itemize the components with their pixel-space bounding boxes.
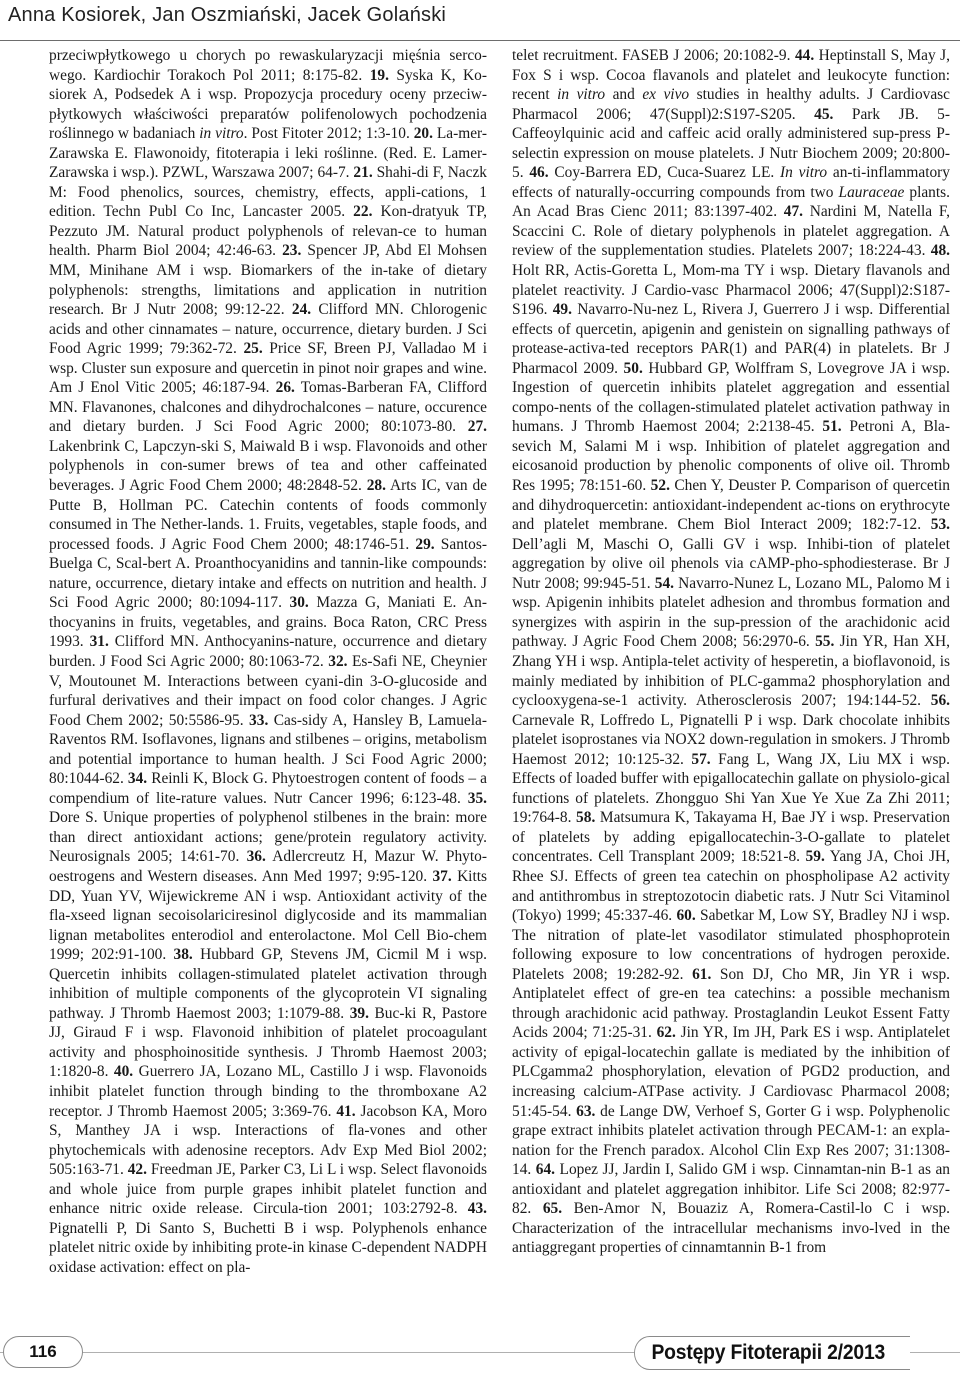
reference-number: 19. (369, 66, 389, 84)
reference-text: Santos-Buelga C, Scal-bert A. Proanthocyanidins and tannin-like compounds: nature, occurrence, dietary intake and effects on nutrition and health. J Sci Food Agric 2000; 80:1094-117. (49, 535, 487, 612)
reference-number: 51. (822, 418, 842, 436)
reference-number: 53. (930, 516, 950, 534)
reference-text: Jin YR, Im JH, Park ES i wsp. Antiplatelet activity of epigal-locatechin gallate is mediated by the inhibition of PLCgamma2 phosphorylation, elevation of PGD2 production, and increasing calcium-ATPase activity. J Cardiovasc Pharmacol 2008; 51:45-54. (512, 1024, 950, 1120)
reference-number: 64. (535, 1161, 556, 1179)
reference-number: 55. (815, 633, 835, 651)
reference-text: Kon-dratyuk TP, Pezzuto JM. Natural product polyphenols of relevan-ce to human health. Pharm Biol 2004; 42:46-63. (49, 203, 487, 260)
reference-number: 31. (89, 633, 109, 651)
reference-number: 58. (576, 809, 596, 827)
reference-number: 44. (794, 47, 815, 64)
reference-number: 24. (291, 301, 312, 319)
reference-text: Son DJ, Cho MR, Jin YR i wsp. Antiplatelet effect of gre-en tea catechins: a possible mechanism through arachidonic acid pathway. Prostaglandin Leukot Essent Fatty Acids 2004; 71:25-31. (512, 965, 950, 1042)
reference-number: 61. (692, 965, 712, 983)
reference-number: 40. (113, 1063, 134, 1081)
reference-number: 41. (336, 1102, 356, 1120)
reference-text: Spencer JP, Abd El Mohsen MM, Minihane AM i wsp. Biomarkers of the in-take of dietary polyphenols: strengths, limitations and application in nutrition research. Br J Nutr 2008; 99:12-22. (49, 242, 487, 319)
reference-number: 57. (691, 750, 711, 768)
reference-text: Navarro-Nu-nez L, Rivera J, Guerrero J i wsp. Differential effects of quercetin, apigenin and genistein on signalling pathways of protease-activa-ted receptors PAR(1) and PAR(4) in platelets. Br J Pharmacol 2009. (512, 301, 950, 377)
reference-number: 46. (529, 164, 549, 182)
reference-text: Syska K, Ko-siorek A, Podsedek A i wsp. Propozycja procedury oceny przeciw-płytkowych właściwości preparatów polifenolowych pochodzenia roślinnego w badaniach (49, 66, 487, 143)
italic-term: In vitro (780, 164, 828, 182)
italic-term: ex vivo (642, 86, 690, 104)
reference-text: Clifford MN. Anthocyanins-nature, occurrence and dietary burden. J Food Sci Agric 2000; 80:1063-72. (49, 633, 487, 670)
reference-number: 39. (349, 1004, 369, 1022)
reference-number: 43. (467, 1200, 487, 1218)
reference-text: Matsumura K, Takayama H, Bae JY i wsp. Preservation of platelets by adding epigallocatechin-3-O-gallate to platelet concentrates. Cell Transplant 2009; 18:521-8. (512, 809, 950, 866)
reference-number: 52. (650, 477, 670, 495)
reference-text: telet recruitment. FASEB J 2006; 20:1082-9. (512, 47, 795, 64)
reference-number: 26. (275, 379, 295, 397)
reference-number: 48. (930, 242, 950, 260)
reference-number: 35. (467, 789, 487, 807)
reference-number: 45. (814, 105, 834, 123)
reference-number: 59. (805, 848, 825, 866)
running-header-authors: Anna Kosiorek, Jan Oszmiański, Jacek Golański (8, 4, 447, 26)
reference-text: Pignatelli P, Di Santo S, Buchetti B i wsp. Polyphenols enhance platelet nitric oxide by inhibiting prote-in kinase C-dependent NADPH oxidase activation: effect on pla- (49, 1219, 487, 1276)
italic-term: in vitro (557, 86, 606, 104)
page-number-badge (3, 1336, 83, 1368)
reference-text: Hubbard GP, Stevens JM, Cicmil M i wsp. Quercetin inhibits collagen-stimulated platelet activation through inhibition of multiple components of the glycoprotein VI signaling pathway. J Thromb Haemost 2003; 1:1079-88. (49, 946, 487, 1022)
reference-text: Jin YR, Han XH, Zhang YH i wsp. Antipla-telet activity of hesperetin, a bioflavonoid, is mainly mediated by inhibition of PLC-gamma2 phosphorylation and cyclooxygena-se-1 activity. Atherosclerosis 2007; 194:144-52. (512, 633, 950, 710)
reference-text: Heptinstall S, May J, Fox S i wsp. Cocoa flavanols and platelet and leukocyte function: recent (512, 47, 950, 104)
reference-text: . Post Fitoter 2012; 1:3-10. (243, 125, 414, 143)
reference-number: 63. (576, 1102, 596, 1120)
italic-term: in vitro (199, 125, 244, 143)
reference-text: Lakenbrink C, Lapczyn-ski S, Maiwald B i wsp. Flavonoids and other polyphenols in con-sumer brews of tea and other caffeinated beverages. J Agric Food Chem 2000; 48:2848-52. (49, 437, 487, 495)
page-number: 116 (29, 1342, 57, 1361)
reference-text: and (605, 86, 643, 104)
reference-text: Cas-sidy A, Hansley B, Lamuela-Raventos RM. Isoflavones, lignans and stilbenes – origins, metabolism and potential importance to human health. J Sci Food Agric 2000; 80:1044-62. (49, 711, 487, 788)
reference-number: 49. (552, 301, 572, 319)
reference-number: 54. (654, 574, 675, 592)
reference-text: Dell’agli M, Maschi O, Galli GV i wsp. Inhibi-tion of platelet aggregation by olive oil phenols via cAMP-pho-sphodiesterase. Br J Nutr 2008; 99:945-51. (512, 535, 950, 592)
reference-text: Shahi-di F, Naczk M: Food phenolics, sources, chemistry, effects, appli-cations, 1 edition. Techn Publ Co Inc, Lancaster 2005. (49, 164, 487, 221)
reference-number: 22. (353, 203, 373, 221)
reference-number: 42. (127, 1161, 147, 1179)
reference-number: 27. (467, 418, 487, 436)
reference-text: an-ti-inflammatory effects of naturally-occurring compounds from two (512, 164, 950, 201)
reference-text: Guerrero JA, Lozano ML, Castillo J i wsp. Flavonoids inhibit platelet function through binding to the thromboxane A2 receptor. J Thromb Haemost 2005; 3:369-76. (49, 1063, 487, 1120)
reference-text: Yang JA, Choi JH, Rhee SJ. Effects of green tea catechin on phospholipase A2 activity and antithrombus in streptozotocin diabetic rats. J Nutr Sci Vitaminol (Tokyo) 1999; 45:337-46. (512, 848, 950, 925)
reference-text: Petroni A, Bla-sevich M, Salami M i wsp. Inhibition of platelet aggregation and eicosanoid production by phenolic components of olive oil. Thromb Res 1995; 78:151-60. (512, 418, 950, 495)
reference-number: 28. (366, 477, 386, 495)
reference-text: Price SF, Breen PJ, Valladao M i wsp. Cluster sun exposure and quercetin in pinot noir grapes and wine. Am J Enol Vitic 2005; 46:187-94. (49, 340, 487, 397)
journal-badge (634, 1336, 910, 1370)
reference-number: 62. (656, 1024, 676, 1042)
reference-number: 60. (676, 907, 696, 925)
references-left-column (49, 46, 487, 1316)
reference-text: Fang L, Wang JX, Liu MX i wsp. Effects of loaded buffer with epigallocatechin gallate on physiolo-gical functions of platelets. Zhongguo Shi Yan Xue Ye Xue Za Zhi 2011; 19:764-8. (512, 750, 950, 827)
reference-text: studies in healthy adults. J Cardiovasc Pharmacol 2006; 47(Suppl)2:S197-S205. (512, 86, 950, 123)
reference-text: Navarro-Nunez L, Lozano ML, Palomo M i wsp. Apigenin inhibits platelet adhesion and thrombus formation and synergizes with aspirin in the sup-pression of the arachidonic acid pathway. J Agric Food Chem 2008; 56:2970-6. (512, 574, 950, 651)
reference-number: 37. (432, 867, 452, 885)
reference-number: 34. (127, 770, 148, 788)
reference-text: Mazza G, Maniati E. An-thocyanins in fruits, vegetables, and grains. Boca Raton, CRC Press 1993. (49, 594, 487, 651)
reference-text: Lopez JJ, Jardin I, Salido GM i wsp. Cinnamtan-nin B-1 as an antioxidant and platelet aggregation inhibitor. Life Sci 2008; 82:977-82. (512, 1161, 950, 1218)
reference-text: Park JB. 5-Caffeoylquinic acid and caffeic acid orally administered sup-press P-selectin expression on mouse platelets. J Nutr Biochem 2009; 20:800-5. (512, 105, 950, 182)
reference-number: 29. (415, 535, 435, 553)
reference-text: La-mer-Zarawska E. Flawonoidy, fitoterapia i leki roślinne. (Red. E. Lamer-Zarawska i wsp.). PZWL, Warszawa 2007; 64-7. (49, 125, 487, 182)
reference-text: de Lange DW, Verhoef S, Gorter G i wsp. Polyphenolic grape extract inhibits platelet activation through PECAM-1: an expla-nation for the French paradox. Alcohol Clin Exp Res 2007; 31:1308-14. (512, 1102, 950, 1179)
reference-text: Adlercreutz H, Mazur W. Phyto-oestrogens and Western diseases. Ann Med 1997; 9:95-120. (49, 848, 487, 885)
reference-text: Freedman JE, Parker C3, Li L i wsp. Select flavonoids and whole juice from purple grapes inhibit platelet function and enhance nitric oxide release. Circula-tion 2001; 103:2792-8. (49, 1161, 487, 1218)
reference-number: 47. (783, 203, 804, 221)
reference-text: Coy-Barrera ED, Cuca-Suarez LE. (548, 164, 781, 182)
journal-title: Postępy Fitoterapii 2/2013 (651, 1341, 886, 1364)
reference-number: 30. (289, 594, 309, 612)
reference-text: przeciwpłytkowego u chorych po rewaskularyzacji mięśnia serco-wego. Kardiochir Torakoch Pol 2011; 8:175-82. (49, 47, 487, 84)
reference-text: Tomas-Barberan FA, Clifford MN. Flavanones, chalcones and dihydrochalcones – nature, occurence and dietary burden. J Sci Food Agric 2000; 80:1073-80. (49, 379, 487, 436)
reference-text: Es-Safi NE, Cheynier V, Moutounet M. Interactions between cyani-din 3-O-glucoside and furfural derivatives and their impact on food color changes. J Agric Food Chem 2002; 50:5586-95. (49, 652, 487, 729)
reference-text: Sabetkar M, Low SY, Bradley NJ i wsp. The nitration of plate-let vasodilator stimulated phosphoprotein following exposure to low concentrations of hydrogen peroxide. Platelets 2008; 19:282-92. (512, 907, 950, 983)
references-right-column (512, 46, 950, 1316)
reference-number: 65. (542, 1200, 563, 1218)
header-divider (0, 40, 960, 41)
reference-text: Carnevale R, Loffredo L, Pignatelli P i wsp. Dark chocolate inhibits platelet isoprostanes via NOX2 down-regulation in smokers. J Thromb Haemost 2012; 10:125-32. (512, 711, 950, 768)
reference-text: Arts IC, van de Putte B, Hollman PC. Catechin contents of foods commonly consumed in The Nether-lands. 1. Fruits, vegetables, staple foods, and processed foods. J Agric Food Chem 2000; 48:1746-51. (49, 477, 487, 553)
reference-number: 25. (243, 340, 263, 358)
reference-text: Reinli K, Block G. Phytoestrogen content of foods – a compendium of lite-rature values. Nutr Cancer 1996; 6:123-48. (49, 770, 487, 807)
reference-text: Hubbard GP, Wolffram S, Lovegrove JA i wsp. Ingestion of quercetin inhibits platelet aggregation and essential compo-nents of the collagen-stimulated platelet activation pathway in humans. J Thromb Haemost 2004; 2:2138-45. (512, 359, 950, 436)
reference-number: 21. (353, 164, 373, 182)
reference-number: 36. (246, 848, 266, 866)
reference-text: Holt RR, Actis-Goretta L, Mom-ma TY i wsp. Dietary flavanols and platelet reactivity. J Cardio-vasc Pharmacol 2006; 47(Suppl)2:S187-S196. (512, 262, 950, 319)
reference-number: 20. (413, 125, 433, 143)
reference-number: 56. (930, 692, 950, 710)
reference-text: Nardini M, Natella F, Scaccini C. Role of dietary polyphenols in platelet aggregation. A review of the supplementation studies. Platelets 2007; 18:224-43. (512, 203, 950, 260)
reference-text: Buc-ki R, Pastore JJ, Giraud F i wsp. Flavonoid inhibition of platelet procoagulant activity and phosphoinositide synthesis. J Thromb Haemost 2003; 1:1820-8. (49, 1004, 487, 1081)
reference-number: 32. (328, 652, 348, 670)
reference-text: Ben-Amor N, Bouaziz A, Romera-Castil-lo C i wsp. Characterization of the intracellular mechanisms invo-lved in the antiaggregant properties of cinnamtannin B-1 from (512, 1200, 950, 1257)
reference-number: 50. (623, 359, 643, 377)
reference-number: 23. (282, 242, 302, 260)
reference-text: Clifford MN. Chlorogenic acids and other cinnamates – nature, occurrence, dietary burden. J Sci Food Agric 1999; 79:362-72. (49, 301, 487, 358)
italic-term: Lauraceae (838, 183, 905, 201)
reference-text: plants. An Acad Bras Cienc 2011; 83:1397-402. (512, 183, 950, 221)
reference-text: Chen Y, Deuster P. Comparison of quercetin and dihydroquercetin: antioxidant-independent ac-tions on erythrocyte and platelet membrane. Chem Biol Interact 2009; 182:7-12. (512, 477, 950, 534)
reference-number: 33. (249, 711, 269, 729)
reference-number: 38. (173, 946, 193, 964)
reference-text: Dore S. Unique properties of polyphenol stilbenes in the brain: more than direct antioxidant actions; gene/protein regulatory activity. Neurosignals 2005; 14:61-70. (49, 809, 487, 866)
reference-text: Jacobson KA, Moro S, Manthey JA i wsp. Interactions of fla-vones and other phytochemicals with adenosine receptors. Adv Exp Med Biol 2002; 505:163-71. (49, 1102, 487, 1179)
reference-text: Kitts DD, Yuan YV, Wijewickreme AN i wsp. Antioxidant activity of the fla-xseed lignan secoisolariciresinol diglycoside and its mammalian lignan metabolites enterodiol and enterolactone. Mol Cell Bio-chem 1999; 202:91-100. (49, 867, 487, 964)
